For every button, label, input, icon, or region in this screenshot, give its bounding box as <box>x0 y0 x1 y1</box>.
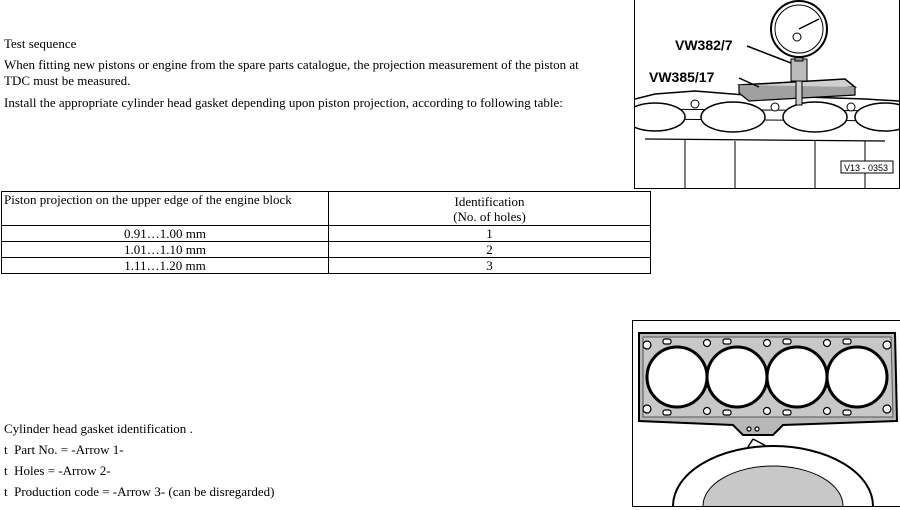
part-number-item: Part No. = -Arrow 1- <box>14 442 124 457</box>
piston-projection-table <box>1 191 651 274</box>
test-sequence-heading: Test sequence <box>4 36 77 51</box>
projection-cell: 1.01…1.10 mm <box>2 242 329 258</box>
tool-label-vw382: VW382/7 <box>675 37 733 53</box>
identification-header-line: Identification <box>454 193 525 209</box>
holes-cell: 1 <box>329 226 651 242</box>
list-item <box>4 484 275 500</box>
dial-gauge-measurement-illustration <box>634 0 900 189</box>
gasket-drawing <box>633 321 900 506</box>
projection-cell: 0.91…1.00 mm <box>2 226 329 242</box>
dial-gauge-drawing <box>635 0 899 188</box>
identification-column-header <box>329 192 651 226</box>
list-item <box>4 463 111 479</box>
bullet-glyph: t <box>4 463 8 478</box>
table-row <box>2 258 651 274</box>
fitting-instructions-text: When fitting new pistons or engine from the spare parts catalogue, the projection measurement of the piston at TDC must be measured. <box>4 57 579 88</box>
projection-column-header: Piston projection on the upper edge of the engine block <box>2 192 329 226</box>
table-header-row <box>2 192 651 226</box>
holes-cell: 3 <box>329 258 651 274</box>
gasket-identification-heading: Cylinder head gasket identification . <box>4 421 193 436</box>
tool-label-vw385: VW385/17 <box>649 69 715 85</box>
production-code-item: Production code = -Arrow 3- (can be disregarded) <box>14 484 275 499</box>
list-item <box>4 442 124 458</box>
holes-header-line: (No. of holes) <box>453 208 526 224</box>
holes-cell: 2 <box>329 242 651 258</box>
cylinder-head-gasket-illustration <box>632 320 900 507</box>
figure-code: V13 - 0353 <box>844 163 889 173</box>
holes-item: Holes = -Arrow 2- <box>14 463 111 478</box>
table-row <box>2 226 651 242</box>
bullet-glyph: t <box>4 484 8 499</box>
bullet-glyph: t <box>4 442 8 457</box>
projection-cell: 1.11…1.20 mm <box>2 258 329 274</box>
table-row <box>2 242 651 258</box>
gasket-selection-text: Install the appropriate cylinder head gasket depending upon piston projection, according to following table: <box>4 95 563 110</box>
